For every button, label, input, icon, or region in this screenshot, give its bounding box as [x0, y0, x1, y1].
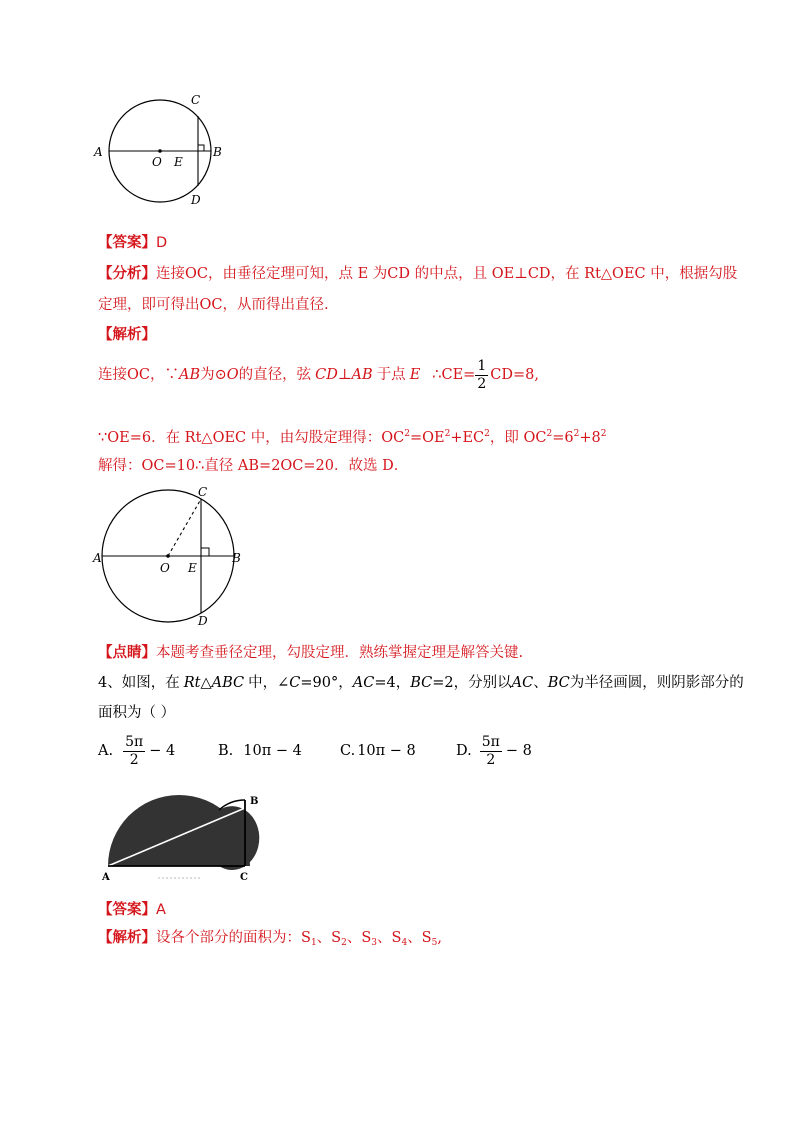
option-a-fraction: [123, 734, 145, 769]
sub: 2: [341, 938, 347, 948]
sol2-text: 设各个部分的面积为：S: [156, 930, 311, 946]
frac-num: 5π: [125, 733, 144, 750]
sub: 1: [310, 938, 317, 948]
comment-text: 本题考查垂径定理，勾股定理．熟练掌握定理是解答关键.: [156, 645, 524, 661]
sol-text: +EC: [450, 430, 485, 446]
answer-value: D: [156, 235, 168, 251]
q-var: BC: [547, 675, 570, 691]
solution-line-2: [98, 428, 606, 448]
sol-text: =OE: [409, 430, 445, 446]
sol-var: AB: [178, 367, 201, 383]
option-c-value: 10π − 8: [357, 743, 416, 759]
sol-text: 为⊙: [200, 367, 227, 383]
label-d: D: [198, 614, 208, 628]
option-d[interactable]: [456, 728, 532, 774]
sub: 3: [371, 938, 378, 948]
center-dot: [158, 149, 162, 153]
frac-den: 2: [129, 751, 139, 768]
label-b: B: [250, 796, 259, 807]
option-c-label: C.: [340, 743, 356, 759]
option-d-fraction: [480, 734, 502, 769]
label-c: C: [191, 93, 201, 107]
q-text: 、: [533, 675, 548, 691]
circle-figure-1: [90, 88, 240, 208]
q-var: AC: [511, 675, 534, 691]
option-a[interactable]: [98, 728, 175, 774]
circle-figure-2: [90, 480, 250, 630]
label-o: O: [152, 155, 162, 169]
answer-tag: 【答案】: [98, 234, 156, 251]
sol-var: CD: [315, 367, 338, 383]
sol2-text: 、S: [377, 930, 402, 946]
q-var: C: [289, 675, 301, 691]
answer-line-1: [98, 233, 167, 253]
sol-text: +8: [579, 430, 601, 446]
right-angle-mark: [201, 548, 209, 556]
label-d: D: [191, 193, 201, 207]
radius-oc-dashed: [168, 499, 201, 556]
analysis-line-1: [98, 264, 737, 284]
option-d-label: D.: [456, 743, 472, 759]
solution2-tag: 【解析】: [98, 929, 156, 946]
option-c[interactable]: [340, 741, 416, 761]
option-b-label: B.: [218, 743, 234, 759]
option-d-rest: − 8: [505, 743, 532, 759]
option-b[interactable]: [218, 741, 302, 761]
analysis-tag: 【分析】: [98, 265, 156, 282]
sub: 5: [431, 938, 438, 948]
q-text: =4，: [374, 675, 411, 691]
label-e: E: [174, 155, 183, 169]
sup: 2: [444, 429, 451, 439]
q-var: Rt△ABC: [183, 675, 245, 691]
analysis-text-1: 连接OC，由垂径定理可知，点 E 为CD 的中点，且 OE⊥CD，在 Rt△OEC 中，根据勾股: [156, 266, 738, 282]
solution-line-1: [98, 352, 539, 398]
comment-line: [98, 643, 523, 663]
q-text: 4、如图，在: [98, 675, 180, 691]
solution2-line: [98, 928, 442, 948]
shaded-figure: [100, 790, 260, 886]
sol-text: ∴CE=: [432, 367, 476, 383]
q-text: =2，分别以: [432, 675, 512, 691]
center-dot: [166, 554, 170, 558]
question-4-line-1: [98, 673, 744, 693]
fraction-half: [475, 358, 488, 393]
sol-text: ∵OE=6．在 Rt△OEC 中，由勾股定理得：OC: [98, 430, 405, 446]
solution-tag: 【解析】: [98, 326, 156, 343]
answer-tag: 【答案】: [98, 901, 156, 918]
option-a-rest: − 4: [149, 743, 176, 759]
sup: 2: [600, 429, 607, 439]
sol-text: 的直径，弦: [238, 367, 312, 383]
label-b: B: [213, 145, 222, 159]
sol-text: CD=8,: [490, 367, 539, 383]
sol-text: 于点: [376, 367, 406, 383]
sol2-text: 、S: [346, 930, 372, 946]
analysis-text-2: 定理，即可得出OC，从而得出直径.: [98, 297, 329, 313]
sol2-text: 、S: [407, 930, 432, 946]
sup: 2: [546, 429, 553, 439]
frac-num: 5π: [481, 733, 500, 750]
answer-value: A: [156, 902, 166, 918]
q-text: 为半径画圆，则阴影部分的: [569, 675, 744, 691]
question-4-line-2: 面积为（ ）: [98, 705, 176, 721]
frac-den: 2: [477, 375, 487, 392]
label-c: C: [198, 485, 208, 499]
sup: 2: [484, 429, 490, 439]
label-e: E: [188, 561, 197, 575]
option-a-label: A.: [98, 743, 114, 759]
solution-line-3: 解得：OC=10∴直径 AB=2OC=20．故选 D．: [98, 458, 409, 474]
option-b-value: 10π − 4: [243, 743, 302, 759]
q-text: 中，∠: [248, 675, 290, 691]
frac-den: 2: [486, 751, 496, 768]
sol-text: 连接OC，∵: [98, 367, 179, 383]
q-var: AC: [352, 675, 375, 691]
label-a: A: [93, 551, 102, 565]
sup: 2: [573, 429, 580, 439]
label-b: B: [232, 551, 241, 565]
right-angle-mark: [198, 145, 204, 151]
sol-var: AB: [351, 367, 373, 383]
sol2-text: 、S: [316, 930, 342, 946]
sol-var: E: [409, 367, 421, 383]
answer-line-2: [98, 900, 166, 920]
sol-text: ⊥: [337, 367, 352, 383]
sol2-text: ,: [437, 930, 442, 946]
label-c: C: [240, 872, 248, 883]
frac-num: 1: [477, 357, 487, 374]
sup: 2: [404, 429, 410, 439]
sol-var: O: [226, 367, 239, 383]
q-text: =90°，: [300, 675, 353, 691]
sol-text: =6: [552, 430, 574, 446]
label-a: A: [94, 145, 103, 159]
sol-text: ，即 OC: [489, 430, 547, 446]
label-a: A: [102, 872, 110, 883]
sub: 4: [401, 938, 408, 948]
q-var: BC: [410, 675, 433, 691]
comment-tag: 【点睛】: [98, 644, 156, 661]
label-o: O: [160, 561, 170, 575]
small-circle-shade: [205, 806, 259, 870]
